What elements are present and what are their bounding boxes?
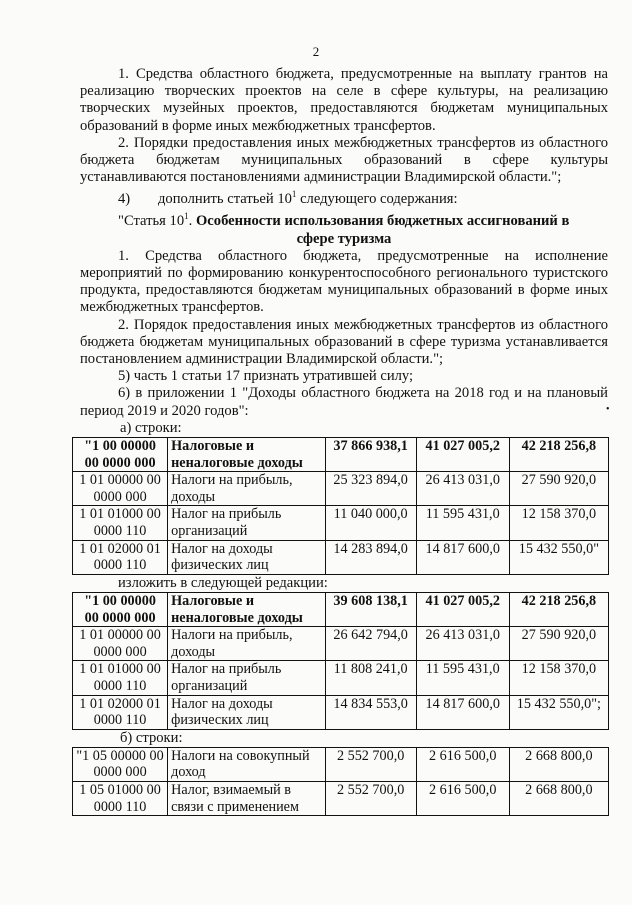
name-cell: Налоговые и неналоговые доходы xyxy=(168,592,326,626)
value-2018-cell: 25 323 894,0 xyxy=(325,472,416,506)
value-2020-cell: 15 432 550,0"; xyxy=(509,695,608,729)
code-cell: "1 00 00000 00 0000 000 xyxy=(73,592,168,626)
code-cell: "1 00 00000 00 0000 000 xyxy=(73,437,168,471)
name-cell: Налог на доходы физических лиц xyxy=(168,540,326,574)
add-article-text: дополнить статьей 10 xyxy=(158,191,292,208)
paragraph-add-article xyxy=(80,186,608,208)
article-label: "Статья 10 xyxy=(118,213,185,230)
value-2019-cell: 2 616 500,0 xyxy=(416,747,509,781)
code-cell: 1 01 02000 01 0000 110 xyxy=(73,540,168,574)
name-cell: Налог на прибыль организаций xyxy=(168,506,326,540)
value-2018-cell: 26 642 794,0 xyxy=(325,627,416,661)
value-2020-cell: 15 432 550,0" xyxy=(509,540,608,574)
paragraph-culture-procedure: 2. Порядки предоставления иных межбюджетных трансфертов из областного бюджета бюджетам муниципальных образований в сфере культуры устанавливаются постановлениями администрации Владимирской области."; xyxy=(80,134,608,186)
label-rows-b: б) строки: xyxy=(120,729,183,746)
value-2018-cell: 2 552 700,0 xyxy=(325,747,416,781)
value-2020-cell: 27 590 920,0 xyxy=(509,627,608,661)
add-article-text-end: следующего содержания: xyxy=(296,191,458,208)
code-cell: "1 05 00000 00 0000 000 xyxy=(73,747,168,781)
value-2019-cell: 11 595 431,0 xyxy=(416,506,509,540)
table-row xyxy=(73,782,609,816)
value-2019-cell: 14 817 600,0 xyxy=(416,695,509,729)
table-old-rows xyxy=(72,437,609,575)
paragraph-tourism-procedure: 2. Порядок предоставления иных межбюджетных трансфертов из областного бюджета бюджетам муниципальных образований в сфере туризма устанавливается постановлением администрации Владимирской области."; xyxy=(80,316,608,367)
paragraph-appendix: 6) в приложении 1 "Доходы областного бюджета на 2018 год и на плановый период 2019 и 2020 годов": xyxy=(80,385,608,419)
table-row xyxy=(73,627,609,661)
value-2018-cell: 11 040 000,0 xyxy=(325,506,416,540)
value-2020-cell: 42 218 256,8 xyxy=(509,437,608,471)
table-rows-b xyxy=(72,747,609,816)
value-2020-cell: 12 158 370,0 xyxy=(509,506,608,540)
table-row xyxy=(73,472,609,506)
scan-dot: • xyxy=(606,404,610,415)
value-2020-cell: 2 668 800,0 xyxy=(509,782,608,816)
code-cell: 1 01 01000 00 0000 110 xyxy=(73,506,168,540)
value-2018-cell: 37 866 938,1 xyxy=(325,437,416,471)
value-2019-cell: 41 027 005,2 xyxy=(416,592,509,626)
article-label-dot: . xyxy=(188,213,196,230)
item-number: 4) xyxy=(118,191,131,208)
table-row xyxy=(73,747,609,781)
page-number: 2 xyxy=(312,44,320,59)
table-new-rows xyxy=(72,592,609,730)
name-cell: Налог на доходы физических лиц xyxy=(168,695,326,729)
value-2018-cell: 39 608 138,1 xyxy=(325,592,416,626)
value-2019-cell: 2 616 500,0 xyxy=(416,782,509,816)
code-cell: 1 01 01000 00 0000 110 xyxy=(73,661,168,695)
name-cell: Налоги на прибыль, доходы xyxy=(168,472,326,506)
table-row xyxy=(73,437,609,471)
code-cell: 1 01 00000 00 0000 000 xyxy=(73,472,168,506)
value-2020-cell: 2 668 800,0 xyxy=(509,747,608,781)
code-cell: 1 05 01000 00 0000 110 xyxy=(73,782,168,816)
name-cell: Налог на прибыль организаций xyxy=(168,661,326,695)
value-2018-cell: 2 552 700,0 xyxy=(325,782,416,816)
table-row xyxy=(73,592,609,626)
value-2020-cell: 12 158 370,0 xyxy=(509,661,608,695)
value-2019-cell: 26 413 031,0 xyxy=(416,472,509,506)
name-cell: Налоги на совокупный доход xyxy=(168,747,326,781)
paragraph-tourism-funds: 1. Средства областного бюджета, предусмотренные на исполнение мероприятий по формированию конкурентоспособного регионального туристского продукта, предоставляются бюджетам муниципальных образований в форме иных межбюджетных трансфертов. xyxy=(80,247,608,316)
article-superscript: 1 xyxy=(291,189,297,200)
value-2020-cell: 27 590 920,0 xyxy=(509,472,608,506)
table-row xyxy=(73,540,609,574)
label-new-edition: изложить в следующей редакции: xyxy=(118,574,328,591)
paragraph-culture-grants: 1. Средства областного бюджета, предусмотренные на выплату грантов на реализацию творческих проектов на селе в сфере культуры, на реализацию творческих музейных проектов, предоставляются бюджетам муниципальных образований в форме иных межбюджетных трансфертов. xyxy=(80,66,608,134)
code-cell: 1 01 00000 00 0000 000 xyxy=(73,627,168,661)
table-row xyxy=(73,661,609,695)
article-heading-superscript: 1 xyxy=(184,211,189,222)
value-2019-cell: 14 817 600,0 xyxy=(416,540,509,574)
value-2019-cell: 41 027 005,2 xyxy=(416,437,509,471)
document-body xyxy=(76,66,608,816)
value-2018-cell: 11 808 241,0 xyxy=(325,661,416,695)
article-title-line1: Особенности использования бюджетных ассигнований в xyxy=(195,213,570,230)
name-cell: Налоги на прибыль, доходы xyxy=(168,627,326,661)
paragraph-repeal: 5) часть 1 статьи 17 признать утратившей силу; xyxy=(118,368,414,385)
value-2019-cell: 26 413 031,0 xyxy=(416,627,509,661)
value-2018-cell: 14 834 553,0 xyxy=(325,695,416,729)
name-cell: Налог, взимаемый в связи с применением xyxy=(168,782,326,816)
article-heading xyxy=(80,208,608,230)
table-row xyxy=(73,695,609,729)
table-row xyxy=(73,506,609,540)
value-2019-cell: 11 595 431,0 xyxy=(416,661,509,695)
code-cell: 1 01 02000 01 0000 110 xyxy=(73,695,168,729)
label-rows-a: а) строки: xyxy=(120,419,182,436)
value-2018-cell: 14 283 894,0 xyxy=(325,540,416,574)
name-cell: Налоговые и неналоговые доходы xyxy=(168,437,326,471)
value-2020-cell: 42 218 256,8 xyxy=(509,592,608,626)
article-title-line2: сфере туризма xyxy=(296,230,392,247)
